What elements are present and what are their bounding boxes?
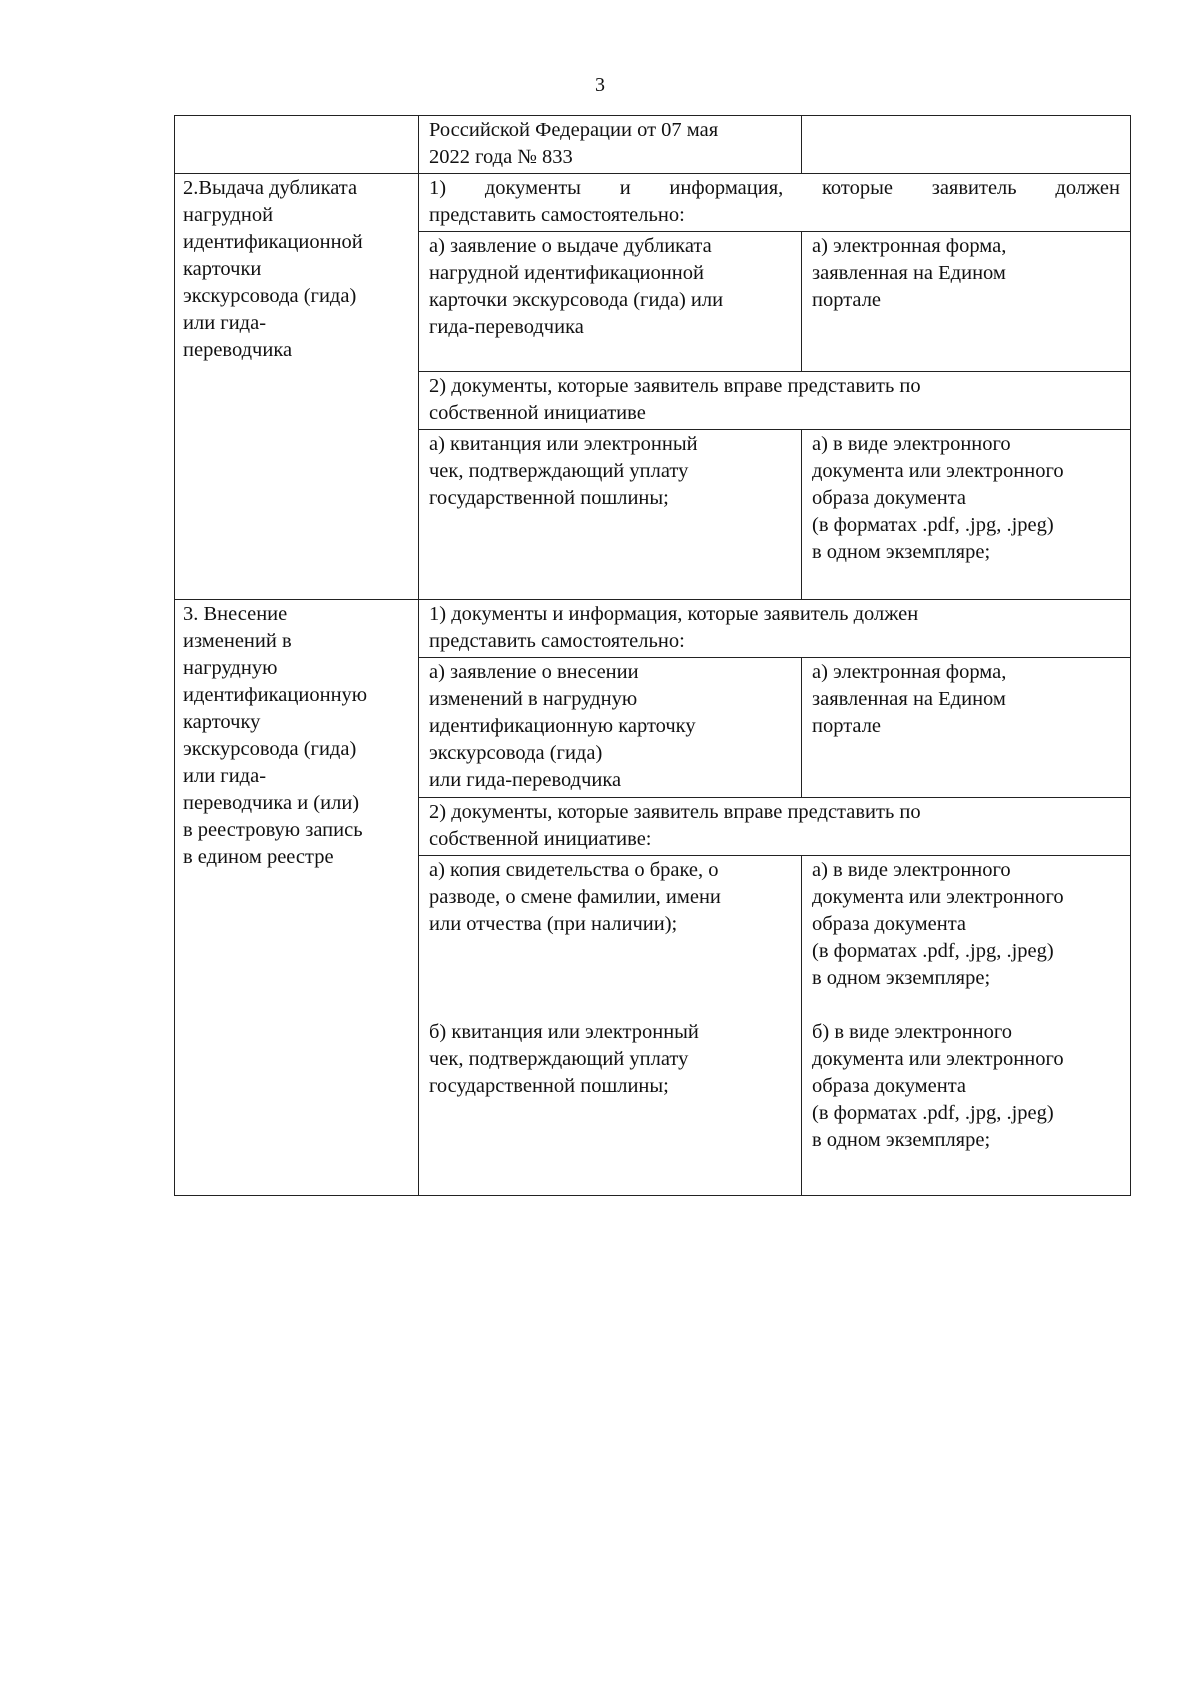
document-item-b: б) квитанция или электронный чек, подтверждающий уплату государственной пошлины; xyxy=(429,1021,699,1097)
section-3-title: 3. Внесение изменений в нагрудную идентификационную карточку экскурсовода (гида) или гида- переводчика и (или) в реестровую запись в едином реестре xyxy=(175,600,419,1196)
decree-reference: Российской Федерации от 07 мая 2022 года № 833 xyxy=(419,116,802,174)
section-2-group-2-document: а) квитанция или электронный чек, подтверждающий уплату государственной пошлины; xyxy=(419,430,802,600)
empty-cell xyxy=(802,116,1131,174)
table-row xyxy=(175,600,1131,658)
heading-line: представить самостоятельно: xyxy=(429,204,685,226)
empty-cell xyxy=(175,116,419,174)
form-item-a: а) в виде электронного документа или электронного образа документа (в форматах .pdf, .jpg, .jpeg) в одном экземпляре; xyxy=(812,859,1064,989)
table-row xyxy=(175,174,1131,232)
section-2-group-1-heading xyxy=(419,174,1131,232)
section-2-group-2-form: а) в виде электронного документа или электронного образа документа (в форматах .pdf, .jpg, .jpeg) в одном экземпляре; xyxy=(802,430,1131,600)
section-3-group-2-forms xyxy=(802,856,1131,1196)
spacer xyxy=(429,938,791,1019)
services-table xyxy=(174,115,1131,1196)
section-3-group-2-documents xyxy=(419,856,802,1196)
section-2-group-1-document: а) заявление о выдаче дубликата нагрудной идентификационной карточки экскурсовода (гида) или гида-переводчика xyxy=(419,232,802,372)
section-3-group-1-form: а) электронная форма, заявленная на Едином портале xyxy=(802,658,1131,798)
page-number: 3 xyxy=(595,74,605,96)
form-item-b: б) в виде электронного документа или электронного образа документа (в форматах .pdf, .jpg, .jpeg) в одном экземпляре; xyxy=(812,1021,1064,1151)
table-row xyxy=(175,116,1131,174)
section-3-group-1-document: а) заявление о внесении изменений в нагрудную идентификационную карточку экскурсовода (гида) или гида-переводчика xyxy=(419,658,802,798)
section-2-title: 2.Выдача дубликата нагрудной идентификационной карточки экскурсовода (гида) или гида- переводчика xyxy=(175,174,419,600)
section-3-group-2-heading: 2) документы, которые заявитель вправе представить по собственной инициативе: xyxy=(419,798,1131,856)
heading-line: 1) документы и информация, которые заявитель должен xyxy=(429,177,1120,199)
section-2-group-1-form: а) электронная форма, заявленная на Едином портале xyxy=(802,232,1131,372)
document-item-a: а) копия свидетельства о браке, о разводе, о смене фамилии, имени или отчества (при наличии); xyxy=(429,859,721,935)
section-3-group-1-heading: 1) документы и информация, которые заявитель должен представить самостоятельно: xyxy=(419,600,1131,658)
spacer xyxy=(812,992,1120,1019)
section-2-group-2-heading: 2) документы, которые заявитель вправе представить по собственной инициативе xyxy=(419,372,1131,430)
